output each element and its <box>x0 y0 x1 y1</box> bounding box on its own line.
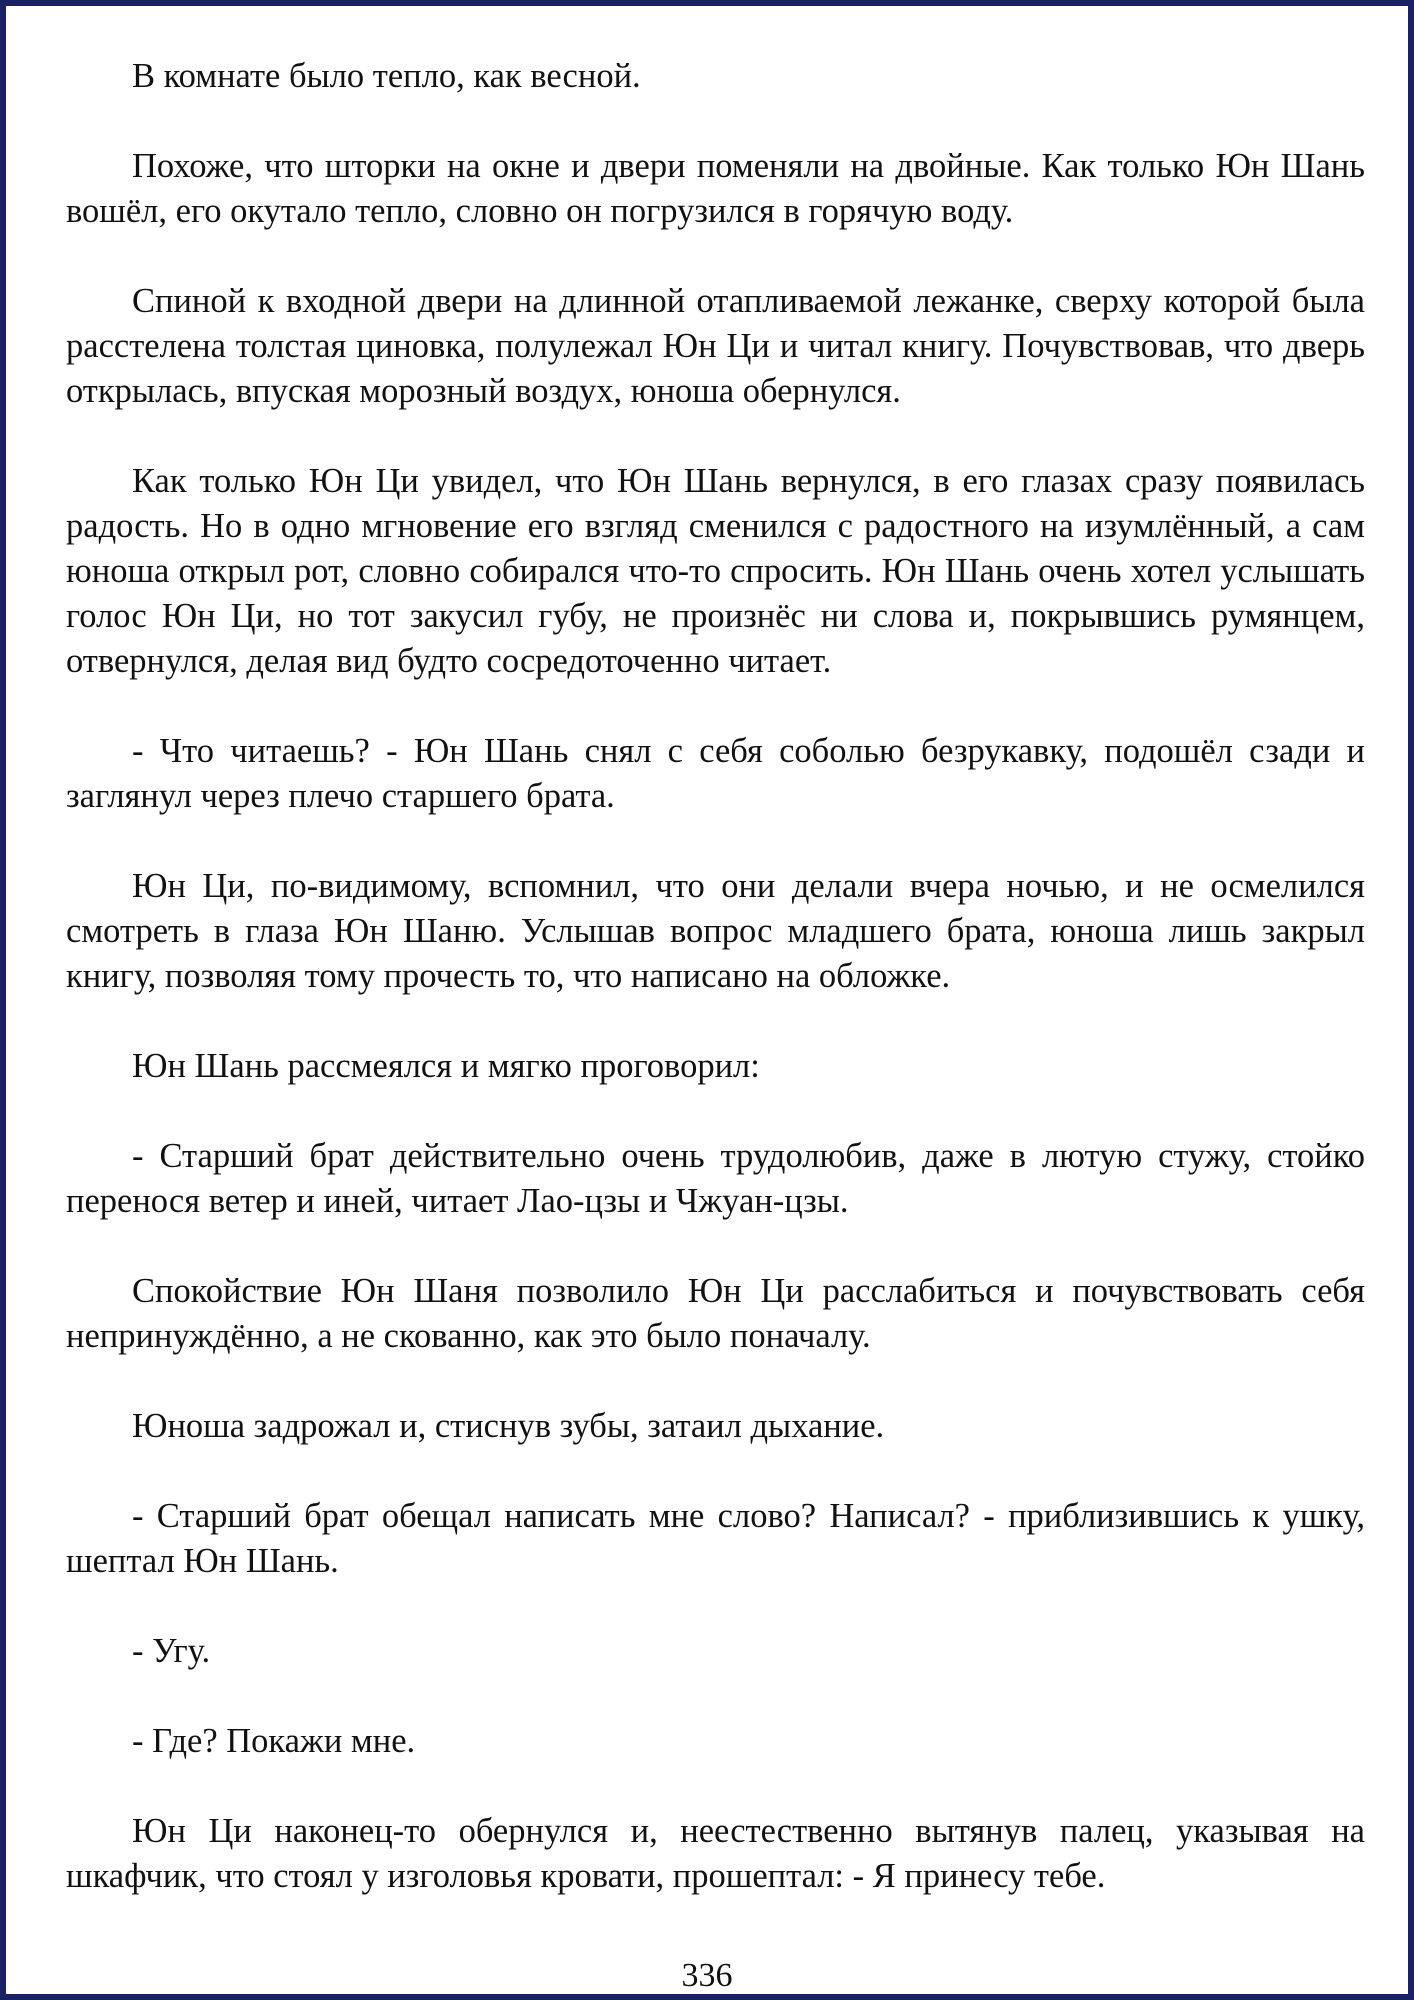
paragraph-12: - Угу. <box>132 1632 211 1670</box>
paragraph-2: Похоже, что шторки на окне и двери поменяли на двойные. Как только Юн Шань вошёл, его окутало тепло, словно он погрузился в горячую воду. <box>66 147 1365 230</box>
paragraph-3: Спиной к входной двери на длинной отапливаемой лежанке, сверху которой была расстелена толстая циновка, полулежал Юн Ци и читал книгу. Почувствовав, что дверь открылась, впуская морозный воздух, юноша обернулся. <box>66 282 1365 410</box>
paragraph-11: - Старший брат обещал написать мне слово? Написал? - приблизившись к ушку, шептал Юн Шань. <box>66 1497 1365 1580</box>
paragraph-1: В комнате было тепло, как весной. <box>132 57 641 95</box>
paragraph-8: - Старший брат действительно очень трудолюбив, даже в лютую стужу, стойко перенося ветер и иней, читает Лао-цзы и Чжуан-цзы. <box>66 1137 1365 1220</box>
paragraph-14: Юн Ци наконец-то обернулся и, неестественно вытянув палец, указывая на шкафчик, что стоял у изголовья кровати, прошептал: - Я принесу тебе. <box>66 1812 1365 1895</box>
page-number: 336 <box>681 1957 733 1994</box>
paragraph-5: - Что читаешь? - Юн Шань снял с себя соболью безрукавку, подошёл сзади и заглянул через плечо старшего брата. <box>66 732 1365 815</box>
paragraph-10: Юноша задрожал и, стиснув зубы, затаил дыхание. <box>132 1407 885 1445</box>
paragraph-13: - Где? Покажи мне. <box>132 1722 416 1760</box>
page-body <box>66 54 1365 1944</box>
paragraph-4: Как только Юн Ци увидел, что Юн Шань вернулся, в его глазах сразу появилась радость. Но в одно мгновение его взгляд сменился с радостного на изумлённый, а сам юноша открыл рот, словно собирался что-то спросить. Юн Шань очень хотел услышать голос Юн Ци, но тот закусил губу, не произнёс ни слова и, покрывшись румянцем, отвернулся, делая вид будто сосредоточенно читает. <box>66 462 1365 680</box>
paragraph-6: Юн Ци, по-видимому, вспомнил, что они делали вчера ночью, и не осмелился смотреть в глаза Юн Шаню. Услышав вопрос младшего брата, юноша лишь закрыл книгу, позволяя тому прочесть то, что написано на обложке. <box>66 867 1365 995</box>
paragraph-7: Юн Шань рассмеялся и мягко проговорил: <box>132 1047 760 1085</box>
paragraph-9: Спокойствие Юн Шаня позволило Юн Ци расслабиться и почувствовать себя непринуждённо, а не скованно, как это было поначалу. <box>66 1272 1365 1355</box>
